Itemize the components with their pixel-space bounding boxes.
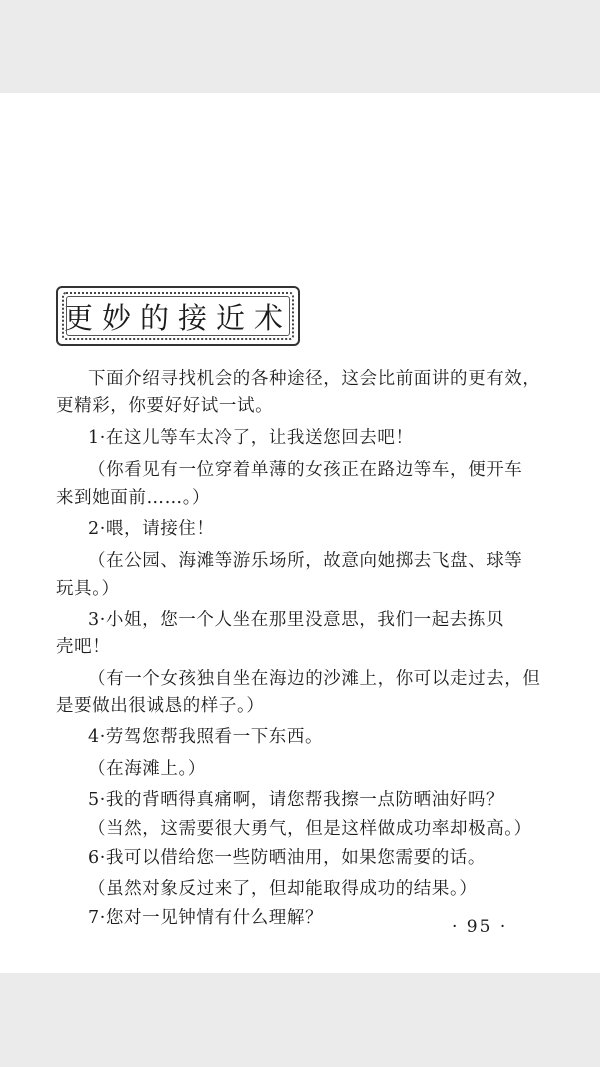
book-page bbox=[0, 93, 600, 973]
text-line: 更精彩，你要好好试一试。 bbox=[56, 396, 274, 416]
page-number: · 95 · bbox=[452, 917, 508, 937]
text-line: （你看见有一位穿着单薄的女孩正在路边等车，便开车 bbox=[88, 460, 523, 480]
text-line: 玩具。） bbox=[56, 579, 120, 599]
text-line: （有一个女孩独自坐在海边的沙滩上，你可以走过去，但 bbox=[88, 669, 541, 689]
text-line: 2·喂，请接住！ bbox=[88, 519, 215, 539]
text-line: （在公园、海滩等游乐场所，故意向她掷去飞盘、球等 bbox=[88, 551, 523, 571]
text-line: （虽然对象反过来了，但却能取得成功的结果。） bbox=[88, 879, 478, 899]
text-line: 4·劳驾您帮我照看一下东西。 bbox=[88, 727, 324, 747]
text-line: 3·小姐，您一个人坐在那里没意思，我们一起去拣贝 bbox=[88, 610, 505, 630]
text-line: 5·我的背晒得真痛啊，请您帮我擦一点防晒油好吗？ bbox=[88, 790, 505, 810]
text-line: 1·在这儿等车太冷了，让我送您回去吧！ bbox=[88, 428, 414, 448]
text-line: 6·我可以借给您一些防晒油用，如果您需要的话。 bbox=[88, 848, 486, 868]
chapter-title: 更妙的接近术 bbox=[63, 301, 292, 335]
text-line: （在海滩上。） bbox=[88, 759, 206, 779]
text-line: 下面介绍寻找机会的各种途径，这会比前面讲的更有效， bbox=[88, 369, 541, 389]
text-line: 壳吧！ bbox=[56, 637, 111, 657]
text-line: （当然，这需要很大勇气，但是这样做成功率却极高。） bbox=[88, 819, 532, 839]
text-line: 是要做出很诚恳的样子。） bbox=[56, 696, 265, 716]
title-frame bbox=[56, 286, 300, 346]
text-line: 来到她面前……。） bbox=[56, 488, 211, 508]
text-line: 7·您对一见钟情有什么理解？ bbox=[88, 908, 324, 928]
